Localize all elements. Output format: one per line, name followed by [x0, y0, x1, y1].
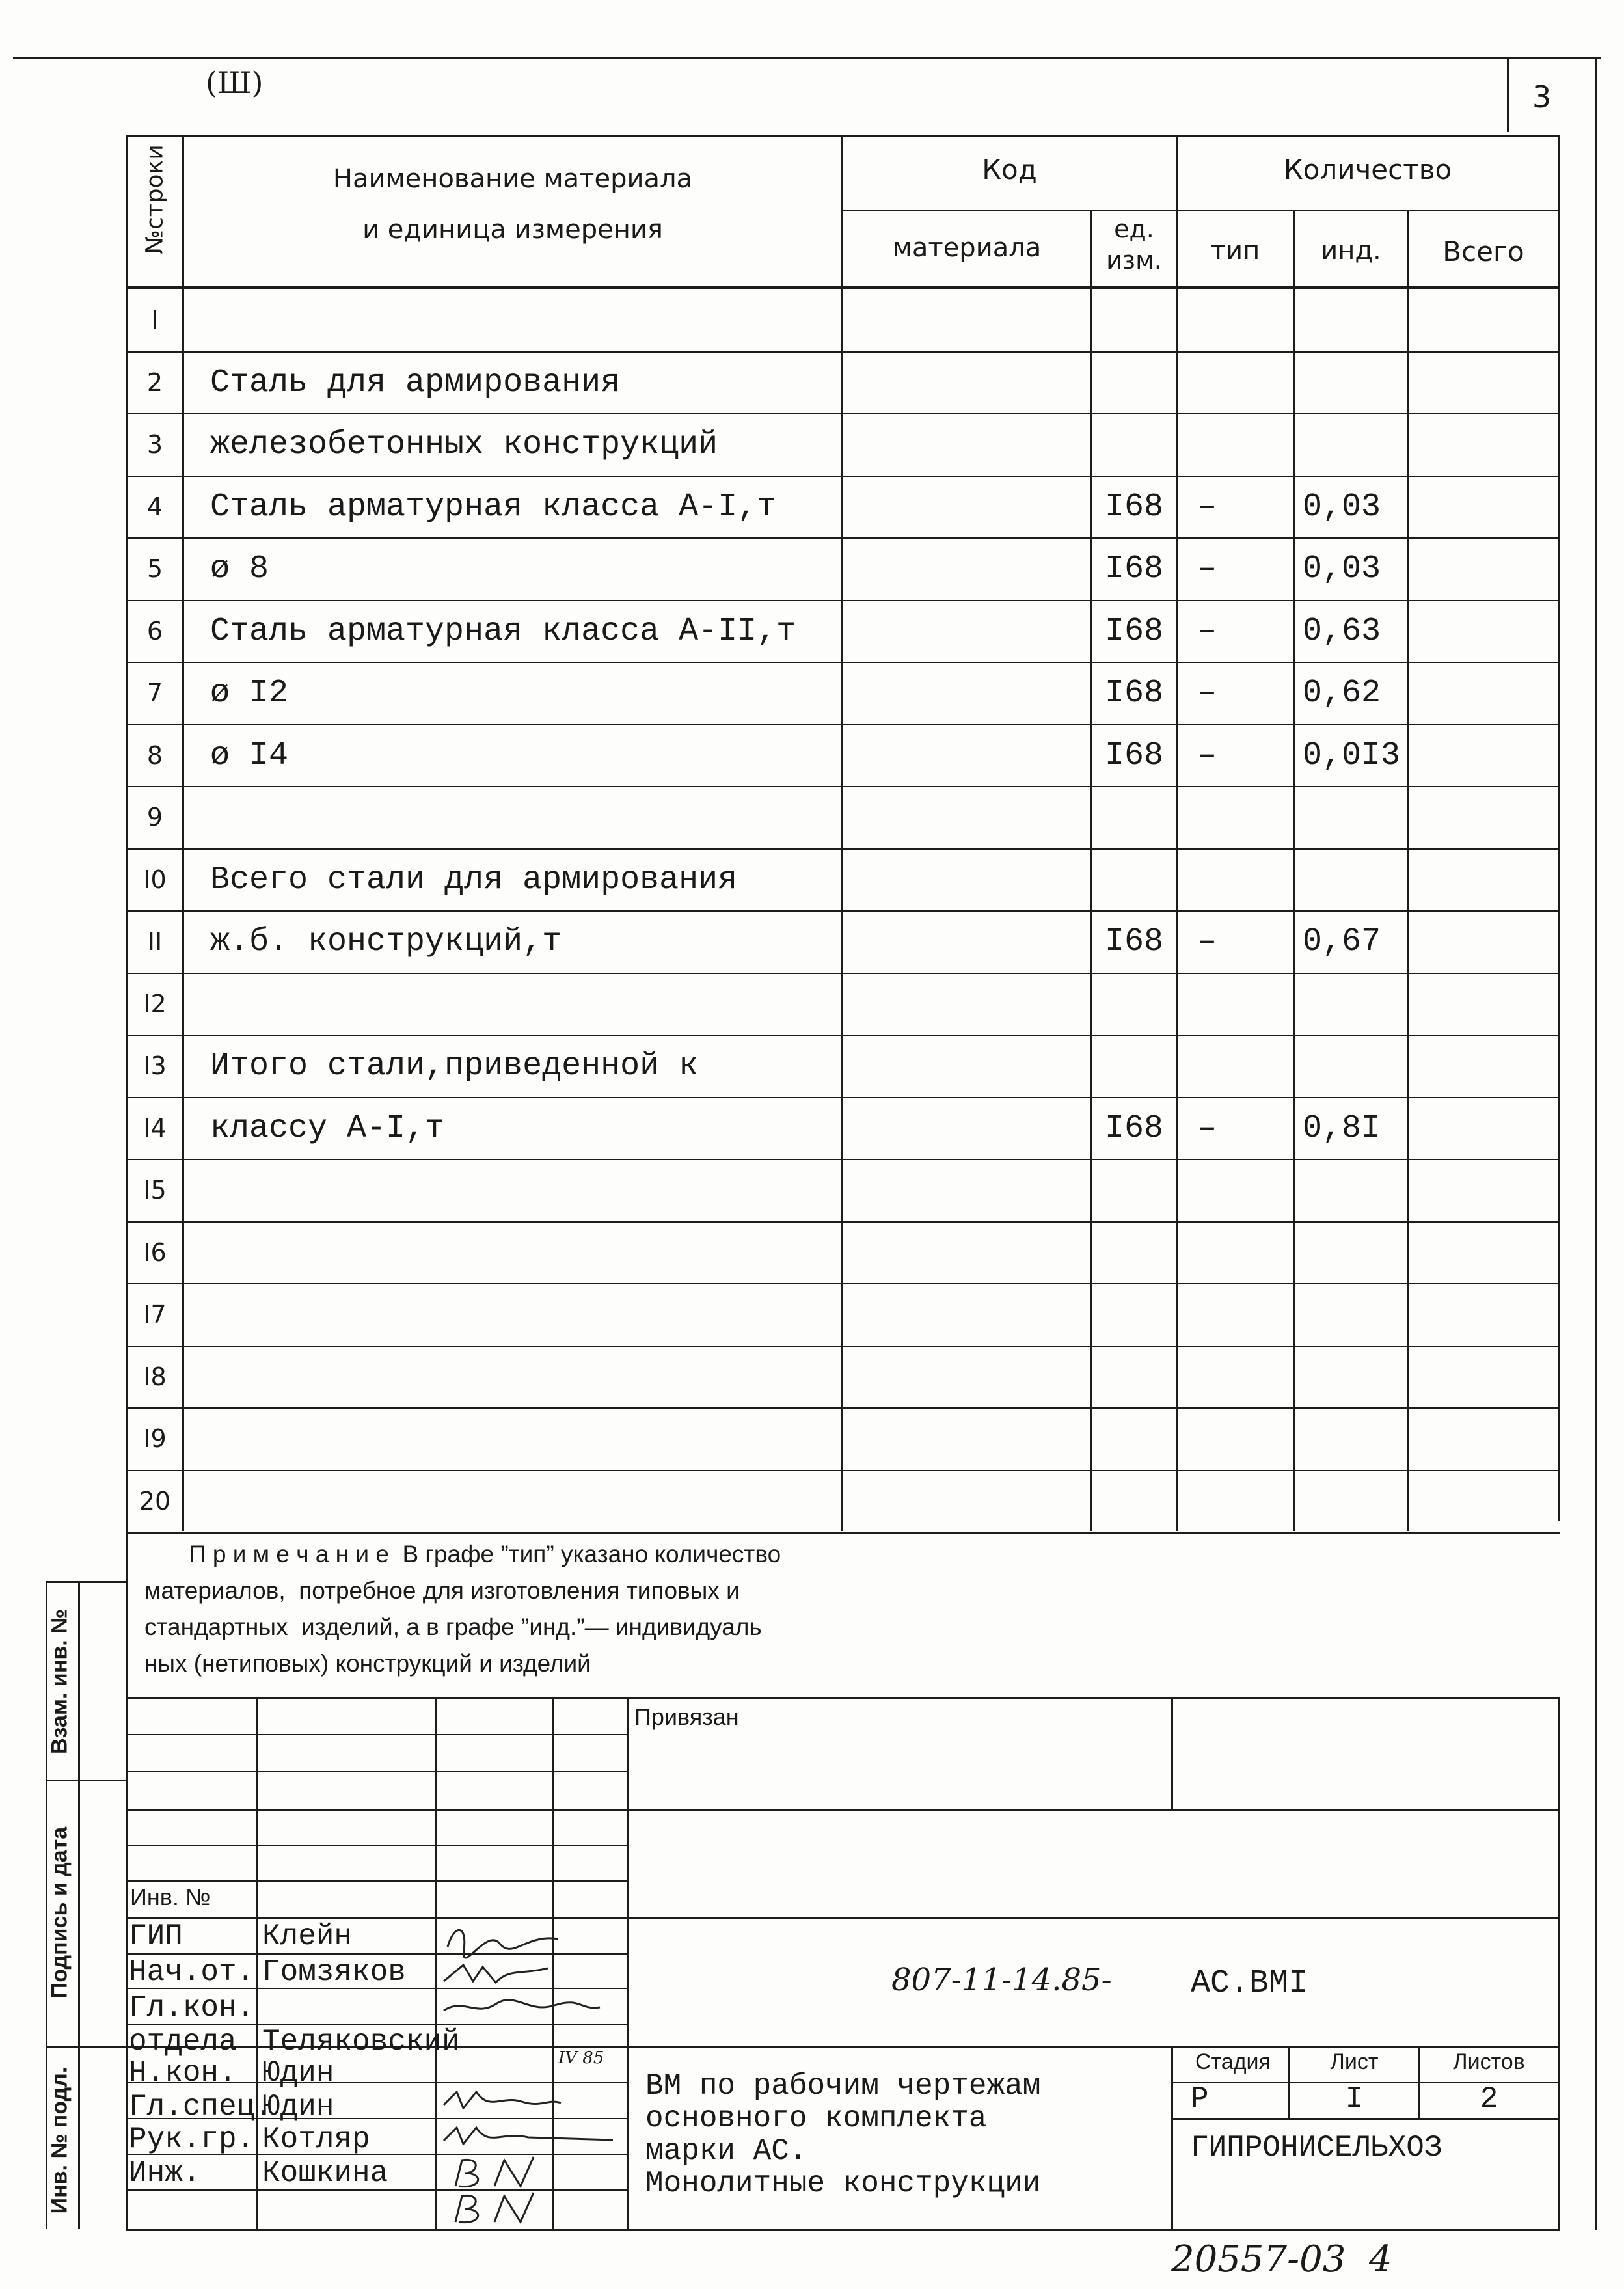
- code-header: Код: [982, 154, 1037, 185]
- row-number: I: [151, 306, 159, 334]
- type-quantity: [1178, 786, 1293, 848]
- type-quantity: –: [1197, 488, 1217, 526]
- unit-code: [1092, 1407, 1176, 1470]
- label-signature-date: Подпись и дата: [47, 1826, 72, 1999]
- row-number: 7: [146, 679, 163, 707]
- page-number: 3: [1532, 79, 1552, 115]
- row-number: I5: [143, 1176, 167, 1204]
- type-quantity: [1178, 1407, 1293, 1470]
- role-person-name: Котляр: [262, 2122, 370, 2156]
- type-quantity: [1178, 1221, 1293, 1284]
- role-person-name: Гомзяков: [262, 1955, 406, 1989]
- note-line-1: П р и м е ч а н и е В графе ”тип” указано количество: [189, 1541, 781, 1567]
- row-number: 9: [146, 803, 163, 832]
- individual-quantity: [1295, 1346, 1407, 1408]
- row-number: I0: [143, 865, 167, 894]
- material-name: железобетонных конструкций: [210, 426, 718, 463]
- material-name: Сталь арматурная класса А-II,т: [210, 612, 796, 650]
- unit-code: I68: [1104, 674, 1163, 712]
- individual-quantity: [1295, 351, 1407, 414]
- unit-code: [1092, 289, 1176, 351]
- individual-quantity: [1295, 1283, 1407, 1346]
- type-quantity: [1178, 1159, 1293, 1221]
- material-name-header-line2: и единица измерения: [362, 215, 663, 245]
- unit-code: [1092, 413, 1176, 476]
- unit-code: I68: [1104, 923, 1163, 960]
- material-name: Всего стали для армирования: [210, 861, 738, 899]
- document-code: 807-11-14.85-: [891, 1962, 1112, 1998]
- description-line-4: Монолитные конструкции: [645, 2167, 1041, 2201]
- material-name: Сталь арматурная класса А-I,т: [210, 488, 777, 526]
- material-name: [184, 786, 841, 848]
- type-quantity: [1178, 1035, 1293, 1097]
- row-number: I2: [143, 990, 167, 1018]
- role-person-name: Теляковский: [262, 2025, 460, 2059]
- row-number: 4: [146, 493, 163, 521]
- sheet-mark: (Ш): [206, 65, 264, 100]
- type-quantity: [1178, 1470, 1293, 1532]
- type-quantity: [1178, 1346, 1293, 1408]
- unit-code: [1092, 1283, 1176, 1346]
- individual-quantity: [1295, 289, 1407, 351]
- material-name: Сталь для армирования: [210, 364, 621, 401]
- row-number: I8: [143, 1362, 167, 1391]
- row-number: II: [147, 927, 163, 956]
- role-label: ГИП: [129, 1919, 183, 1953]
- role-label: Рук.гр.: [129, 2122, 255, 2156]
- individual-quantity: [1295, 1470, 1407, 1532]
- individual-header: инд.: [1321, 236, 1381, 265]
- individual-quantity: 0,03: [1303, 550, 1381, 588]
- unit-code: I68: [1104, 550, 1163, 588]
- type-quantity: [1178, 413, 1293, 476]
- row-number: 5: [146, 554, 163, 583]
- individual-quantity: [1295, 1159, 1407, 1221]
- type-quantity: [1178, 289, 1293, 351]
- unit-code: [1092, 973, 1176, 1035]
- type-quantity: –: [1197, 1109, 1217, 1147]
- individual-quantity: 0,63: [1303, 612, 1381, 650]
- individual-quantity: 0,03: [1303, 488, 1381, 526]
- type-quantity: [1178, 973, 1293, 1035]
- description-line-2: основного комплекта: [645, 2102, 987, 2135]
- material-name: [184, 1221, 841, 1284]
- individual-quantity: [1295, 786, 1407, 848]
- note-line-4: ных (нетиповых) конструкций и изделий: [144, 1650, 591, 1677]
- individual-quantity: [1295, 413, 1407, 476]
- unit-header-line2: изм.: [1106, 246, 1162, 275]
- unit-code: I68: [1104, 612, 1163, 650]
- individual-quantity: 0,0I3: [1303, 737, 1401, 774]
- unit-code: [1092, 848, 1176, 911]
- role-person-name: Юдин: [262, 2056, 334, 2090]
- material-name: [184, 1470, 841, 1532]
- type-quantity: [1178, 848, 1293, 911]
- unit-code: [1092, 1035, 1176, 1097]
- unit-code: I68: [1104, 1109, 1163, 1147]
- individual-quantity: [1295, 973, 1407, 1035]
- signature-gomzyakov: [437, 1955, 567, 1991]
- material-name: ø I4: [210, 737, 289, 774]
- role-person-name: Кошкина: [262, 2156, 388, 2190]
- role-label: отдела: [129, 2025, 237, 2059]
- role-person-name: Юдин: [262, 2090, 334, 2124]
- row-number: 6: [146, 617, 163, 645]
- material-name: ø I2: [210, 674, 289, 712]
- row-number: 8: [146, 741, 163, 770]
- material-name: [184, 973, 841, 1035]
- stage-label: Стадия: [1195, 2050, 1271, 2074]
- unit-code: [1092, 1221, 1176, 1284]
- role-label: Гл.кон.: [129, 1991, 255, 2025]
- label-replaced-inv: Взам. инв. №: [47, 1608, 72, 1755]
- signature-gl-kon: [437, 1991, 606, 2027]
- unit-code: I68: [1104, 737, 1163, 774]
- note-line-2: материалов, потребное для изготовления типовых и: [144, 1577, 740, 1604]
- material-name: [184, 1159, 841, 1221]
- row-number: I6: [143, 1238, 167, 1267]
- signature-klein: [435, 1921, 565, 1960]
- individual-quantity: 0,67: [1303, 923, 1381, 960]
- material-name: ж.б. конструкций,т: [210, 923, 562, 960]
- quantity-header: Количество: [1283, 154, 1452, 185]
- code-material-header: материала: [892, 233, 1042, 263]
- role-label: Инж.: [129, 2156, 201, 2190]
- individual-quantity: 0,62: [1303, 674, 1381, 712]
- sheet-label: Лист: [1330, 2050, 1379, 2074]
- individual-quantity: [1295, 1407, 1407, 1470]
- material-name: [184, 1346, 841, 1408]
- signature-koshkina: [442, 2189, 547, 2228]
- role-label: Н.кон.: [129, 2056, 237, 2090]
- unit-code: [1092, 1159, 1176, 1221]
- unit-code: [1092, 1346, 1176, 1408]
- inventory-number-label: Инв. №: [130, 1884, 211, 1910]
- type-quantity: –: [1197, 550, 1217, 588]
- archive-number: 20557-03 4: [1171, 2238, 1392, 2281]
- unit-code: [1092, 351, 1176, 414]
- material-name: ø 8: [210, 550, 269, 588]
- sheets-value: 2: [1480, 2082, 1498, 2116]
- type-quantity: –: [1197, 737, 1217, 774]
- material-name: классу А-I,т: [210, 1109, 445, 1147]
- type-header: тип: [1210, 236, 1260, 265]
- sheets-label: Листов: [1453, 2050, 1525, 2074]
- individual-quantity: [1295, 1221, 1407, 1284]
- type-quantity: [1178, 1283, 1293, 1346]
- unit-code: [1092, 1470, 1176, 1532]
- material-name: Итого стали,приведенной к: [210, 1047, 699, 1085]
- role-person-name: Клейн: [262, 1919, 353, 1953]
- material-name-header-line1: Наименование материала: [332, 164, 693, 194]
- row-number: I3: [143, 1051, 167, 1080]
- role-label: Нач.от.: [129, 1955, 255, 1989]
- note-line-3: стандартных изделий, а в графе ”инд.”— индивидуаль: [144, 1614, 762, 1640]
- bound-to-label: Привязан: [634, 1703, 739, 1730]
- row-number: I7: [143, 1300, 167, 1329]
- signature-yudin-2: [437, 2118, 619, 2154]
- stage-value: Р: [1191, 2082, 1209, 2116]
- organization-name: ГИПРОНИСЕЛЬХОЗ: [1191, 2131, 1442, 2165]
- individual-quantity: [1295, 848, 1407, 911]
- document-mark: АС.ВМI: [1191, 1965, 1308, 2002]
- sheet-value: I: [1345, 2082, 1364, 2116]
- unit-code: I68: [1104, 488, 1163, 526]
- material-name: [184, 1283, 841, 1346]
- description-line-3: марки АС.: [645, 2134, 807, 2168]
- signature-yudin-1: [437, 2082, 567, 2118]
- material-name: [184, 1407, 841, 1470]
- unit-code: [1092, 786, 1176, 848]
- row-number: I9: [143, 1424, 167, 1453]
- type-quantity: [1178, 351, 1293, 414]
- row-number: 20: [139, 1487, 171, 1515]
- individual-quantity: 0,8I: [1303, 1109, 1381, 1147]
- type-quantity: –: [1197, 923, 1217, 960]
- description-line-1: ВМ по рабочим чертежам: [645, 2069, 1041, 2103]
- signature-kotlyar: [442, 2154, 547, 2193]
- row-number: 3: [146, 430, 163, 459]
- unit-header-line1: ед.: [1114, 215, 1154, 243]
- date-mark: IV 85: [558, 2048, 604, 2068]
- type-quantity: –: [1197, 612, 1217, 650]
- total-header: Всего: [1442, 236, 1524, 267]
- row-number: I4: [143, 1114, 167, 1143]
- row-number: 2: [146, 368, 163, 397]
- role-label: Гл.спец.: [129, 2090, 273, 2124]
- material-name: [184, 289, 841, 351]
- label-original-inv: Инв. № подл.: [47, 2066, 72, 2214]
- row-number-header: №строки: [141, 144, 169, 254]
- type-quantity: –: [1197, 674, 1217, 712]
- individual-quantity: [1295, 1035, 1407, 1097]
